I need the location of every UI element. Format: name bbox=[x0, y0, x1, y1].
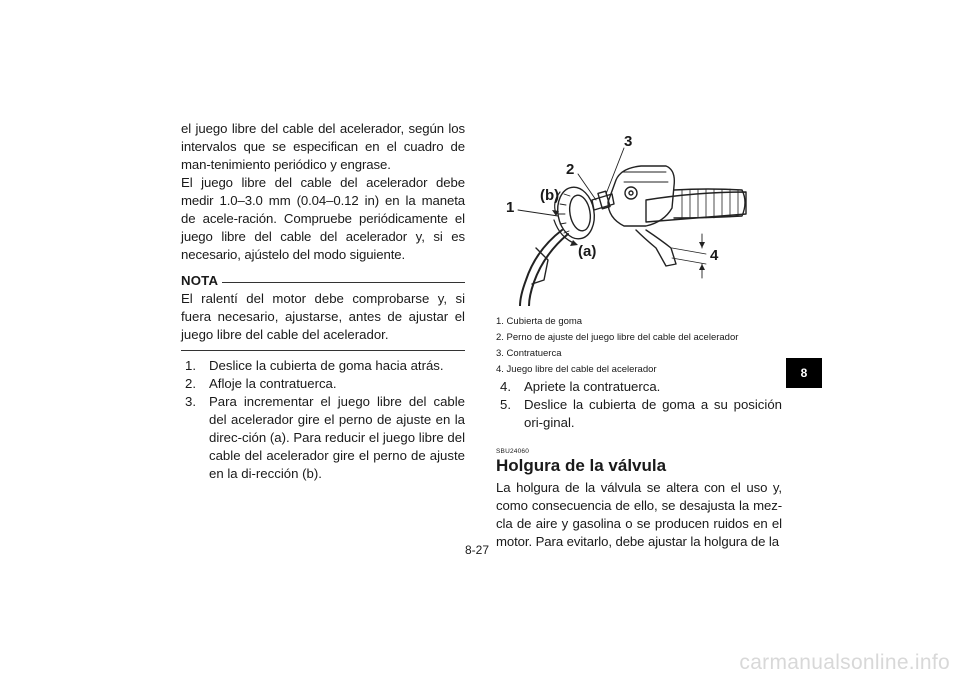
watermark: carmanualsonline.info bbox=[739, 651, 950, 674]
step-item bbox=[181, 357, 465, 375]
switch-housing bbox=[608, 166, 674, 226]
step-item bbox=[181, 393, 465, 483]
steps-list-left bbox=[181, 357, 465, 483]
throttle-lever bbox=[636, 230, 676, 266]
leader-3 bbox=[606, 148, 624, 194]
steps-list-right bbox=[496, 378, 782, 432]
note-end-rule bbox=[181, 350, 465, 351]
throttle-illustration bbox=[496, 130, 782, 306]
step-text: Deslice la cubierta de goma a su posición ori-ginal. bbox=[524, 397, 782, 430]
callout-4: 4 bbox=[710, 247, 719, 264]
left-column bbox=[181, 120, 465, 483]
note-header bbox=[181, 272, 465, 290]
arrowhead-down bbox=[699, 242, 705, 248]
rubber-cover-inner bbox=[567, 194, 593, 233]
caption-item: 1. Cubierta de goma bbox=[496, 316, 583, 327]
spec-paragraph: El juego libre del cable del acelerador debe medir 1.0–3.0 mm (0.04–0.12 in) en la maneta de acele-ración. Compruebe periódicamente el juego libre del cable del acelerador y, si es necesario, ajústelo del modo siguiente. bbox=[181, 175, 465, 262]
step-text: Para incrementar el juego libre del cable del acelerador gire el perno de ajuste en la direc-ción (a). Para reducir el juego libre del cable del acelerador gire el perno de ajuste en la di-rección (b). bbox=[209, 394, 465, 481]
step-item bbox=[496, 378, 782, 396]
step-item bbox=[181, 375, 465, 393]
step-number: 2. bbox=[185, 376, 196, 391]
step-text: Apriete la contratuerca. bbox=[524, 379, 661, 394]
page-number: 8-27 bbox=[465, 543, 490, 557]
step-number: 1. bbox=[185, 358, 196, 373]
note-text: El ralentí del motor debe comprobarse y, si fuera necesario, ajustarse, antes de ajustar el juego libre del cable del acelerador. bbox=[181, 291, 465, 342]
section-paragraph: La holgura de la válvula se altera con el uso y, como consecuencia de ello, se desajusta la mez-cla de aire y gasolina o se producen ruidos en el motor. Para evitarlo, debe ajustar la holgura de la bbox=[496, 480, 782, 549]
intro-paragraph: el juego libre del cable del acelerador, según los intervalos que se especifican en el cuadro de man-tenimiento periódico y engrase. bbox=[181, 121, 465, 172]
step-number: 5. bbox=[500, 397, 511, 412]
callout-a: (a) bbox=[578, 243, 597, 260]
housing-detail bbox=[622, 172, 668, 182]
housing-bolt-center bbox=[629, 191, 633, 195]
caption-item: 4. Juego libre del cable del acelerador bbox=[496, 364, 657, 375]
callout-1: 1 bbox=[506, 199, 515, 216]
step-number: 3. bbox=[185, 394, 196, 409]
cover-ridges bbox=[559, 194, 570, 233]
step-number: 4. bbox=[500, 379, 511, 394]
housing-bolt bbox=[625, 187, 637, 199]
callout-b: (b) bbox=[540, 187, 560, 204]
throttle-cable-figure bbox=[496, 130, 782, 306]
right-column bbox=[496, 130, 782, 551]
section-code: SBU24060 bbox=[496, 448, 530, 455]
section-title: Holgura de la válvula bbox=[496, 456, 667, 475]
arrowhead-a bbox=[570, 240, 578, 246]
caption-item: 3. Contratuerca bbox=[496, 348, 562, 359]
arrowhead-up bbox=[699, 264, 705, 270]
chapter-tab: 8 bbox=[786, 358, 822, 388]
step-text: Afloje la contratuerca. bbox=[209, 376, 337, 391]
step-item bbox=[496, 396, 782, 432]
freeplay-guides bbox=[672, 248, 706, 264]
caption-item: 2. Perno de ajuste del juego libre del cable del acelerador bbox=[496, 332, 739, 343]
figure-captions bbox=[496, 314, 782, 378]
step-text: Deslice la cubierta de goma hacia atrás. bbox=[209, 358, 444, 373]
leader-1 bbox=[518, 210, 558, 216]
callout-3: 3 bbox=[624, 133, 633, 150]
note-rule bbox=[222, 282, 465, 283]
note-label: NOTA bbox=[181, 273, 219, 288]
callout-2: 2 bbox=[566, 161, 575, 178]
throttle-cable-sheath bbox=[529, 234, 568, 306]
